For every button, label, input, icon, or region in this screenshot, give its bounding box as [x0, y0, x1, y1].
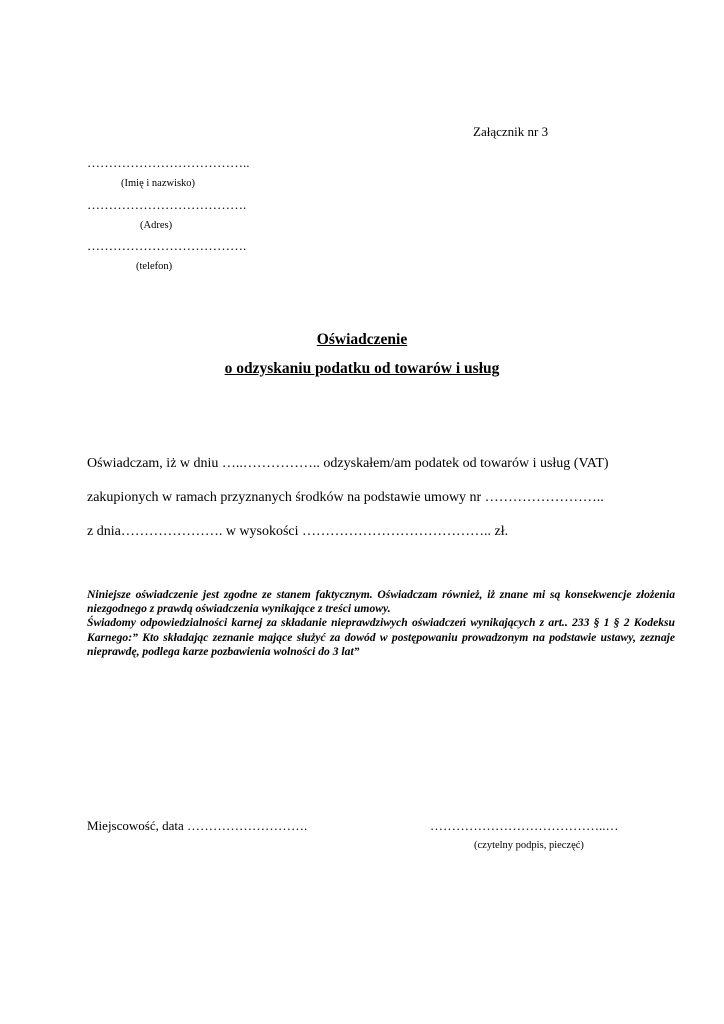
declaration-paragraph-1: Niniejsze oświadczenie jest zgodne ze stanem faktycznym. Oświadczam również, iż znane mi są konsekwencje złożenia niezgodnego z prawdą oświadczenia wynikające z treści umowy. [87, 588, 675, 616]
phone-label: (telefon) [136, 261, 173, 272]
annex-number: Załącznik nr 3 [473, 124, 549, 139]
address-label: (Adres) [140, 220, 173, 231]
declaration-paragraph-2: Świadomy odpowiedzialności karnej za składanie nieprawdziwych oświadczeń wynikających z art.. 233 § 1 § 2 Kodeksu Karnego:” Kto składając zeznanie mające służyć za dowód w postępowaniu prowadzonym na podstawie ustawy, zeznaje nieprawdę, podlega karze pozbawienia wolności do 3 lat” [87, 616, 675, 658]
place-date-field: Miejscowość, data ………………………. [87, 818, 308, 833]
document-title: Oświadczenie [316, 331, 408, 348]
phone-dots: ………………………………. [87, 238, 247, 253]
name-label: (Imię i nazwisko) [121, 178, 196, 189]
document-subtitle: o odzyskaniu podatku od towarów i usług [224, 360, 500, 377]
declaration-block [87, 588, 675, 659]
signature-dots: …………………………………..… [430, 818, 619, 833]
address-dots: ………………………………. [87, 197, 247, 212]
statement-line-3: z dnia…………………. w wysokości ………………………………….. zł. [87, 524, 509, 539]
statement-line-2: zakupionych w ramach przyznanych środków na podstawie umowy nr …………………….. [87, 490, 604, 505]
statement-line-1: Oświadczam, iż w dniu …..…………….. odzyskałem/am podatek od towarów i usług (VAT) [87, 456, 609, 471]
signature-label: (czytelny podpis, pieczęć) [474, 840, 584, 851]
name-dots: ……………………………….. [87, 155, 250, 170]
